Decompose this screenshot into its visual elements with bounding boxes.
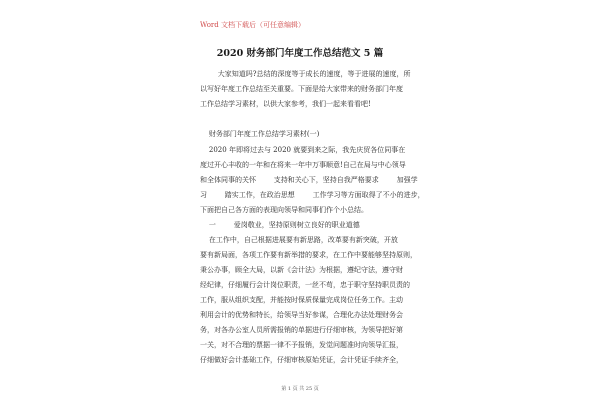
paragraph-line: 经纪律，仔细履行会计岗位职责，一丝不苟，忠于职守坚持职员责的 (200, 281, 410, 289)
paragraph-line: 仔细做好会计基础工作，仔细审核原始凭证，会计凭证手续齐全， (200, 356, 403, 364)
paragraph-line: 度过开心丰收的一年和在将来一年中万事顺意!自己在局与中心领导 (200, 161, 406, 169)
paragraph-line: 和全体同事的关怀 支持和关心下，坚持自我严格要求 加强学 (200, 176, 418, 184)
paragraph-line: 务，对各办公室人员所需报销的单据进行仔细审核，为领导把好第 (200, 326, 403, 334)
page-title: 2020 财务部门年度工作总结范文 5 篇 (216, 48, 384, 59)
paragraph-line: 要有新局面，各项工作要有新举措的要求，在工作中要能够坚持原则， (200, 251, 417, 259)
paragraph-line: 秉公办事，顾全大局，以新《会计法》为根据，遵纪守法，遵守财 (200, 266, 403, 274)
paragraph-line: 工作，服从组织支配，并能按时保质保量完成岗位任务工作。主动 (200, 296, 403, 304)
paragraph-line: 大家知道吗?总结的深度等于成长的速度，等于进展的速度，所 (200, 70, 411, 78)
paragraph-line: 在工作中，自己根据进展要有新思路，改革要有新突破，开放 (200, 236, 398, 244)
section-heading: 财务部门年度工作总结学习素材(一) (200, 130, 320, 138)
paragraph-line: 工作总结学习素材，以供大家参考，我们一起来看看吧! (200, 100, 371, 108)
paragraph-line: 利用会计的优势和特长，给领导当好参谋，合理化办法处理财务会 (200, 311, 403, 319)
paragraph-line: 下面把自己各方面的表现向领导和同事们作个小总结。 (200, 206, 368, 214)
subheading: 一 爱岗敬业，坚持原则树立良好的职业道德 (200, 221, 360, 229)
download-note: Word 文档下载后（可任意编辑） (200, 21, 305, 29)
paragraph-line: 习 踏实工作，在政治思想 工作学习等方面取得了不小的进步， (200, 191, 425, 199)
paragraph-line: 以写好年度工作总结至关重要。下面是给大家带来的财务部门年度 (200, 85, 403, 93)
paragraph-line: 一关，对不合理的票据一律不予报销，发觉问题准时向领导汇报， (200, 341, 403, 349)
page-number: 第 1 页 共 25 页 (281, 386, 319, 392)
paragraph-line: 2020 年即将过去与 2020 就要到来之际，我先庆贸各位同事在 (200, 146, 406, 154)
